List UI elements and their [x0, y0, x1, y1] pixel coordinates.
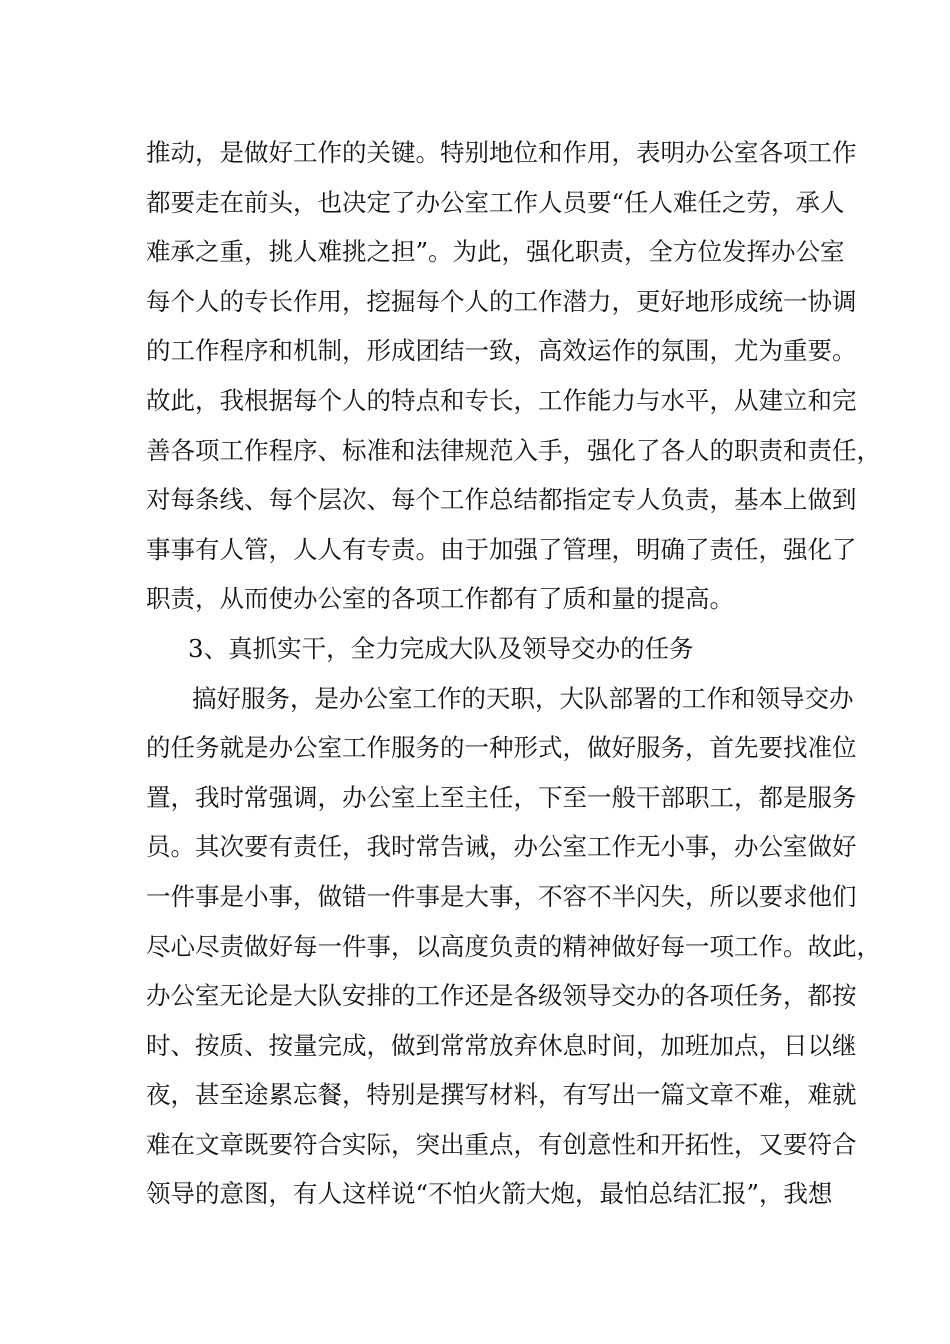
- text-line: 尽心尽责做好每一件事，以高度负责的精神做好每一项工作。故此，: [146, 931, 881, 961]
- text-line: 一件事是小事，做错一件事是大事，不容不半闪失，所以要求他们: [146, 881, 857, 911]
- text-line: 对每条线、每个层次、每个工作总结都指定专人负责，基本上做到: [146, 485, 857, 515]
- text-line: 每个人的专长作用，挖掘每个人的工作潜力，更好地形成统一协调: [146, 286, 857, 316]
- text-line: 的任务就是办公室工作服务的一种形式，做好服务，首先要找准位: [146, 733, 857, 763]
- text-line: 善各项工作程序、标准和法律规范入手，强化了各人的职责和责任，: [146, 435, 881, 465]
- text-line: 难承之重，挑人难挑之担”。为此，强化职责，全方位发挥办公室: [146, 237, 845, 267]
- paragraph-first-line: 搞好服务，是办公室工作的天职，大队部署的工作和领导交办: [192, 683, 854, 713]
- text-line: 的工作程序和机制，形成团结一致，高效运作的氛围，尤为重要。: [146, 336, 857, 366]
- text-line: 办公室无论是大队安排的工作还是各级领导交办的各项任务，都按: [146, 981, 857, 1011]
- text-line: 时、按质、按量完成，做到常常放弃休息时间，加班加点，日以继: [146, 1030, 857, 1060]
- text-line: 领导的意图，有人这样说“不怕火箭大炮，最怕总结汇报”，我想: [146, 1179, 833, 1209]
- text-line: 员。其次要有责任，我时常告诫，办公室工作无小事，办公室做好: [146, 832, 857, 862]
- text-line: 难在文章既要符合实际，突出重点，有创意性和开拓性，又要符合: [146, 1129, 857, 1159]
- section-heading: 3、真抓实干，全力完成大队及领导交办的任务: [188, 633, 694, 663]
- text-line: 都要走在前头，也决定了办公室工作人员要“任人难任之劳，承人: [146, 187, 845, 217]
- text-line: 置，我时常强调，办公室上至主任，下至一般干部职工，都是服务: [146, 782, 857, 812]
- text-line: 夜，甚至途累忘餐，特别是撰写材料，有写出一篇文章不难，难就: [146, 1080, 857, 1110]
- body-text: [146, 128, 881, 1219]
- text-line: 故此，我根据每个人的特点和专长，工作能力与水平，从建立和完: [146, 385, 857, 415]
- text-line: 职责，从而使办公室的各项工作都有了质和量的提高。: [146, 584, 734, 614]
- text-line: 事事有人管，人人有专责。由于加强了管理，明确了责任，强化了: [146, 534, 857, 564]
- text-line: 推动，是做好工作的关键。特别地位和作用，表明办公室各项工作: [146, 138, 857, 167]
